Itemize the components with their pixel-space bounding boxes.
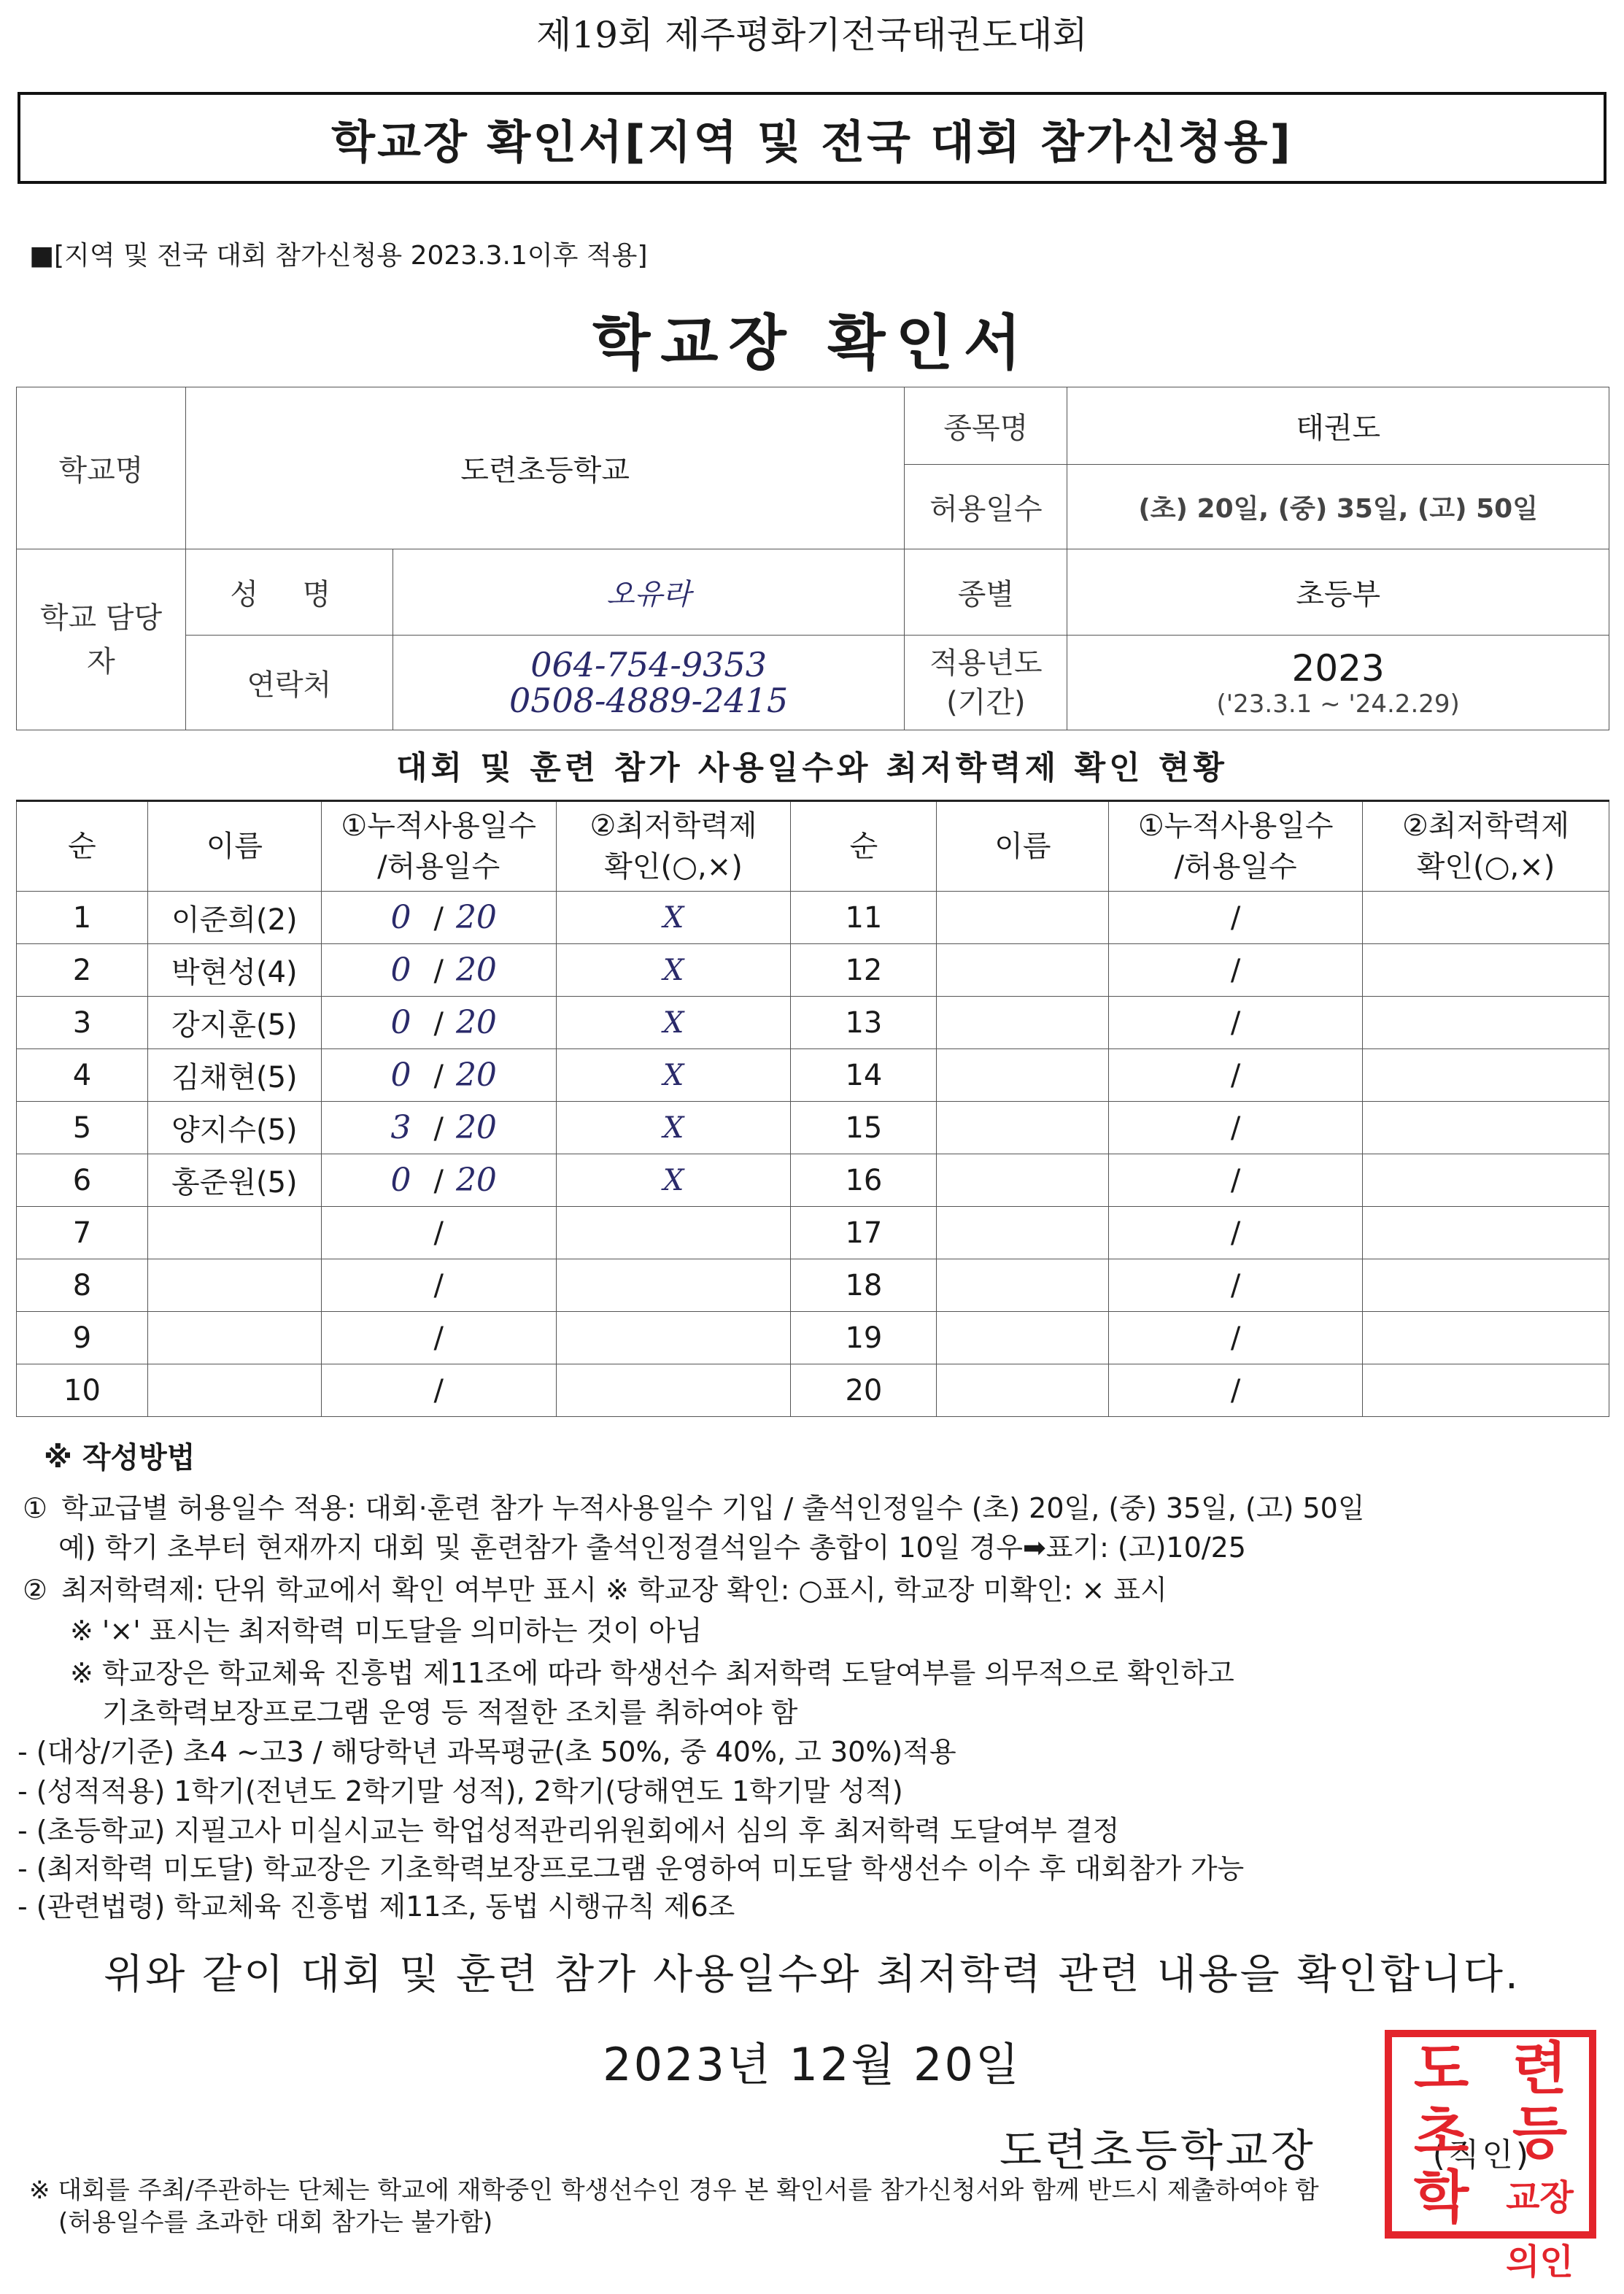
row-days xyxy=(321,892,556,944)
row-check xyxy=(556,1207,791,1259)
issue-date: 2023년 12월 20일 xyxy=(603,2038,1021,2091)
row-days-right: / xyxy=(1109,1049,1363,1102)
row-days xyxy=(321,1259,556,1312)
seal-char-1: 도 xyxy=(1413,2036,1469,2102)
row-no-right: 12 xyxy=(791,944,937,997)
row-name-right xyxy=(937,1049,1109,1102)
howto-line-9: - (초등학교) 지필고사 미실시교는 학업성적관리위원회에서 심의 후 최저학력 도달여부 결정 xyxy=(18,1815,1120,1847)
col-min-right-line2: 확인(○,×) xyxy=(1416,850,1555,884)
row-days xyxy=(321,944,556,997)
row-check-right xyxy=(1363,1049,1609,1102)
slash: / xyxy=(433,1216,444,1250)
sport-value: 태권도 xyxy=(1067,387,1609,465)
event-name: 제19회 제주평화기전국태권도대회 xyxy=(536,14,1088,56)
row-check: X xyxy=(556,1102,791,1154)
row-no-right: 20 xyxy=(791,1364,937,1417)
allowed-days: 20 xyxy=(455,951,497,989)
row-days-right: / xyxy=(1109,1102,1363,1154)
howto-line-5: ※ 학교장은 학교체육 진흥법 제11조에 따라 학생선수 최저학력 도달여부를 의무적으로 확인하고 xyxy=(70,1657,1234,1689)
allowed-days: 20 xyxy=(455,1004,497,1041)
school-label: 학교명 xyxy=(17,387,186,549)
slash: / xyxy=(433,1165,444,1198)
allow-value: (초) 20일, (중) 35일, (고) 50일 xyxy=(1067,465,1609,549)
year-value: 2023 xyxy=(1291,646,1385,690)
row-check: X xyxy=(556,892,791,944)
col-days-right-line2: /허용일수 xyxy=(1174,850,1297,884)
row-no: 8 xyxy=(17,1259,148,1312)
footer-line-1: ※ 대회를 주최/주관하는 단체는 학교에 재학중인 학생선수인 경우 본 확인서를 참가신청서와 함께 반드시 제출하여야 함 xyxy=(29,2176,1319,2205)
row-no-right: 18 xyxy=(791,1259,937,1312)
col-days xyxy=(321,801,556,892)
row-no-right: 15 xyxy=(791,1102,937,1154)
row-check-right xyxy=(1363,1154,1609,1207)
col-name-right: 이름 xyxy=(937,801,1109,892)
col-days-line2: /허용일수 xyxy=(377,850,500,884)
used-days: 0 xyxy=(390,1004,411,1041)
row-name-right xyxy=(937,944,1109,997)
circle-2: ② xyxy=(22,1574,48,1606)
allowed-days: 20 xyxy=(455,1057,497,1094)
slash: / xyxy=(433,1112,444,1146)
row-name-right xyxy=(937,1154,1109,1207)
col-name: 이름 xyxy=(147,801,321,892)
row-name xyxy=(147,1312,321,1364)
row-days xyxy=(321,1154,556,1207)
row-days-right: / xyxy=(1109,997,1363,1049)
row-no: 5 xyxy=(17,1102,148,1154)
row-days-right: / xyxy=(1109,1364,1363,1417)
row-name: 박현성(4) xyxy=(147,944,321,997)
seal-char-4: 등 xyxy=(1512,2101,1568,2166)
row-no-right: 19 xyxy=(791,1312,937,1364)
slash: / xyxy=(433,1321,444,1355)
school-value: 도련초등학교 xyxy=(185,387,905,549)
table-row xyxy=(17,1259,1609,1312)
col-no-right: 순 xyxy=(791,801,937,892)
row-no-right: 13 xyxy=(791,997,937,1049)
row-name xyxy=(147,1259,321,1312)
howto-line-11: - (관련법령) 학교체육 진흥법 제11조, 동법 시행규칙 제6조 xyxy=(18,1891,735,1923)
row-name-right xyxy=(937,1207,1109,1259)
row-name: 양지수(5) xyxy=(147,1102,321,1154)
division-value: 초등부 xyxy=(1067,549,1609,636)
table-row xyxy=(17,1154,1609,1207)
row-days-right: / xyxy=(1109,944,1363,997)
form-title: 학교장 확인서[지역 및 전국 대회 참가신청용] xyxy=(18,92,1606,184)
row-days-right: / xyxy=(1109,892,1363,944)
name-label: 성 명 xyxy=(185,549,393,636)
row-days-right: / xyxy=(1109,1154,1363,1207)
used-days: 3 xyxy=(390,1109,411,1146)
row-no: 2 xyxy=(17,944,148,997)
howto-line-1-text: 학교급별 허용일수 적용: 대회·훈련 참가 누적사용일수 기입 / 출석인정일수 (초) 20일, (중) 35일, (고) 50일 xyxy=(61,1492,1365,1524)
howto-line-7: - (대상/기준) 초4 ~고3 / 해당학년 과목평균(초 50%, 중 40%, 고 30%)적용 xyxy=(18,1736,956,1768)
row-check: X xyxy=(556,944,791,997)
seal-char-6: 교장의인 xyxy=(1506,2177,1574,2282)
division-label: 종별 xyxy=(905,549,1067,636)
row-check xyxy=(556,1259,791,1312)
sign-mark: (직인) xyxy=(1432,2136,1532,2174)
col-min xyxy=(556,801,791,892)
table-row xyxy=(17,1364,1609,1417)
row-check-right xyxy=(1363,997,1609,1049)
manager-label: 학교 담당자 xyxy=(17,549,186,730)
row-no: 4 xyxy=(17,1049,148,1102)
row-no: 6 xyxy=(17,1154,148,1207)
row-check xyxy=(556,1312,791,1364)
principal-text: 도련초등학교장 xyxy=(999,2125,1316,2177)
slash: / xyxy=(433,1268,444,1302)
row-name xyxy=(147,1207,321,1259)
row-check-right xyxy=(1363,1364,1609,1417)
participation-table xyxy=(16,800,1609,1417)
howto-line-1 xyxy=(18,1486,1365,1526)
allow-label: 허용일수 xyxy=(905,465,1067,549)
year-label-cell xyxy=(905,636,1067,730)
col-min-right xyxy=(1363,801,1609,892)
table-row xyxy=(17,892,1609,944)
row-no-right: 16 xyxy=(791,1154,937,1207)
row-check: X xyxy=(556,1154,791,1207)
year-sub-label: (기간) xyxy=(946,685,1026,719)
row-days xyxy=(321,1312,556,1364)
row-days xyxy=(321,1364,556,1417)
col-days-line1: ①누적사용일수 xyxy=(341,809,537,843)
confirm-statement: 위와 같이 대회 및 훈련 참가 사용일수와 최저학력 관련 내용을 확인합니다. xyxy=(104,1951,1520,1998)
circle-1: ① xyxy=(22,1492,48,1524)
row-no: 7 xyxy=(17,1207,148,1259)
row-no: 1 xyxy=(17,892,148,944)
seal-char-5: 학 xyxy=(1413,2165,1469,2231)
year-label: 적용년도 xyxy=(929,646,1043,680)
row-days-right: / xyxy=(1109,1312,1363,1364)
contact-value-2: 0508-4889-2415 xyxy=(509,680,789,720)
apply-note: ■[지역 및 전국 대회 참가신청용 2023.3.1이후 적용] xyxy=(29,241,648,271)
row-check: X xyxy=(556,997,791,1049)
table-row xyxy=(17,1049,1609,1102)
row-days xyxy=(321,997,556,1049)
used-days: 0 xyxy=(390,1057,411,1094)
howto-line-3-text: 최저학력제: 단위 학교에서 확인 여부만 표시 ※ 학교장 확인: ○표시, 학교장 미확인: × 표시 xyxy=(61,1574,1167,1606)
row-name xyxy=(147,1364,321,1417)
year-period: ('23.3.1 ~ '24.2.29) xyxy=(1216,689,1460,719)
col-days-right xyxy=(1109,801,1363,892)
col-min-right-line1: ②최저학력제 xyxy=(1402,809,1570,843)
howto-line-4: ※ '×' 표시는 최저학력 미도달을 의미하는 것이 아님 xyxy=(70,1615,703,1647)
row-name-right xyxy=(937,1364,1109,1417)
info-table xyxy=(16,387,1609,730)
howto-line-6: 기초학력보장프로그램 운영 등 적절한 조치를 취하여야 함 xyxy=(102,1696,798,1729)
used-days: 0 xyxy=(390,899,411,936)
slash: / xyxy=(433,954,444,988)
col-min-line1: ②최저학력제 xyxy=(589,809,757,843)
slash: / xyxy=(433,1059,444,1093)
howto-line-2: 예) 학기 초부터 현재까지 대회 및 훈련참가 출석인정결석일수 총합이 10일 경우➡표기: (고)10/25 xyxy=(58,1532,1246,1564)
row-check xyxy=(556,1364,791,1417)
row-no-right: 11 xyxy=(791,892,937,944)
howto-line-10: - (최저학력 미도달) 학교장은 기초학력보장프로그램 운영하여 미도달 학생선수 이수 후 대회참가 가능 xyxy=(18,1853,1245,1885)
row-name-right xyxy=(937,1312,1109,1364)
row-days xyxy=(321,1049,556,1102)
row-no-right: 17 xyxy=(791,1207,937,1259)
doc-title: 학교장 확인서 xyxy=(592,309,1032,378)
slash: / xyxy=(433,1373,444,1407)
row-name: 이준희(2) xyxy=(147,892,321,944)
row-name: 김채현(5) xyxy=(147,1049,321,1102)
row-name-right xyxy=(937,1102,1109,1154)
allowed-days: 20 xyxy=(455,1109,497,1146)
row-no: 9 xyxy=(17,1312,148,1364)
row-name-right xyxy=(937,1259,1109,1312)
howto-title: ※ 작성방법 xyxy=(44,1441,196,1475)
col-min-line2: 확인(○,×) xyxy=(604,850,743,884)
row-no: 10 xyxy=(17,1364,148,1417)
slash: / xyxy=(433,1007,444,1040)
allowed-days: 20 xyxy=(455,1162,497,1199)
row-check-right xyxy=(1363,1207,1609,1259)
year-cell xyxy=(1067,636,1609,730)
col-days-right-line1: ①누적사용일수 xyxy=(1137,809,1334,843)
row-days-right: / xyxy=(1109,1207,1363,1259)
row-name: 강지훈(5) xyxy=(147,997,321,1049)
row-name-right xyxy=(937,892,1109,944)
row-check: X xyxy=(556,1049,791,1102)
contact-value-1: 064-754-9353 xyxy=(530,645,767,685)
slash: / xyxy=(433,902,444,935)
row-days xyxy=(321,1207,556,1259)
sport-label: 종목명 xyxy=(905,387,1067,465)
used-days: 0 xyxy=(390,951,411,989)
howto-line-3 xyxy=(18,1567,1167,1607)
row-days-right: / xyxy=(1109,1259,1363,1312)
row-name: 홍준원(5) xyxy=(147,1154,321,1207)
row-no-right: 14 xyxy=(791,1049,937,1102)
table-row xyxy=(17,944,1609,997)
row-check-right xyxy=(1363,1312,1609,1364)
col-no: 순 xyxy=(17,801,148,892)
table-row xyxy=(17,1102,1609,1154)
contact-value xyxy=(393,636,905,730)
row-days xyxy=(321,1102,556,1154)
section-title: 대회 및 훈련 참가 사용일수와 최저학력제 확인 현황 xyxy=(396,749,1228,787)
name-value: 오유라 xyxy=(393,549,905,636)
row-check-right xyxy=(1363,892,1609,944)
table-row xyxy=(17,1312,1609,1364)
contact-label: 연락처 xyxy=(185,636,393,730)
seal-char-2: 련 xyxy=(1512,2036,1568,2102)
table-row xyxy=(17,997,1609,1049)
allowed-days: 20 xyxy=(455,899,497,936)
footer-line-2: (허용일수를 초과한 대회 참가는 불가함) xyxy=(58,2208,493,2238)
row-name-right xyxy=(937,997,1109,1049)
seal-char-3: 초 xyxy=(1413,2101,1469,2166)
row-check-right xyxy=(1363,944,1609,997)
row-check-right xyxy=(1363,1102,1609,1154)
used-days: 0 xyxy=(390,1162,411,1199)
table-header xyxy=(17,801,1609,892)
row-check-right xyxy=(1363,1259,1609,1312)
footer-note xyxy=(29,2174,1598,2239)
row-no: 3 xyxy=(17,997,148,1049)
table-row xyxy=(17,1207,1609,1259)
howto-line-8: - (성적적용) 1학기(전년도 2학기말 성적), 2학기(당해연도 1학기말 성적) xyxy=(18,1775,903,1807)
